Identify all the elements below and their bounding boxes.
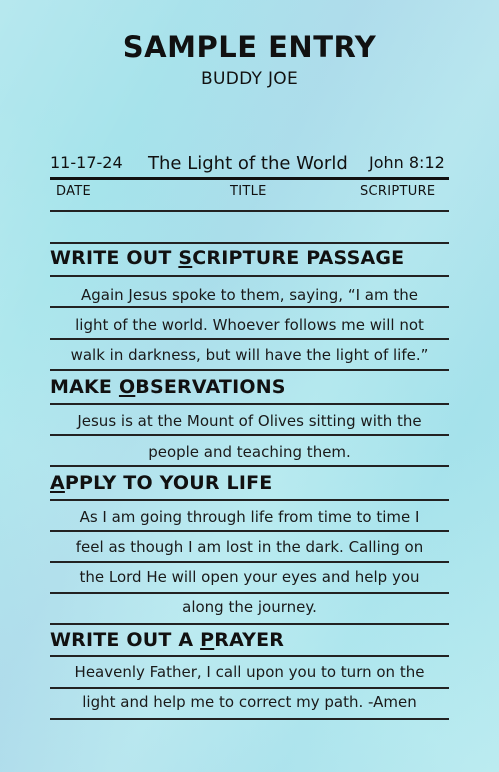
prayer-heading [50, 629, 284, 651]
rule [50, 687, 449, 689]
scripture-line: light of the world. Whoever follows me will not [75, 316, 424, 334]
heading-text: CRIPTURE PASSAGE [192, 247, 405, 269]
application-line: along the journey. [182, 598, 317, 616]
rule [50, 655, 449, 657]
title-label: TITLE [230, 184, 267, 199]
heading-text: WRITE OUT [50, 247, 179, 269]
heading-text: MAKE [50, 376, 119, 398]
heading-initial: O [118, 376, 136, 398]
prayer-line: Heavenly Father, I call upon you to turn on the [74, 663, 425, 681]
observations-heading [50, 376, 286, 398]
entry-title: The Light of the World [148, 153, 348, 174]
rule [50, 623, 449, 625]
scripture-label: SCRIPTURE [360, 184, 436, 199]
scripture-line: Again Jesus spoke to them, saying, “I am the [81, 286, 418, 304]
author-name: BUDDY JOE [201, 69, 298, 89]
heading-initial: A [50, 472, 65, 494]
rule [50, 242, 449, 244]
date-label: DATE [56, 184, 92, 199]
prayer-line: light and help me to correct my path. -Amen [82, 693, 417, 711]
application-line: feel as though I am lost in the dark. Calling on [75, 538, 424, 556]
heading-text: WRITE OUT A [50, 629, 201, 651]
heading-text: PPLY TO YOUR LIFE [64, 472, 273, 494]
rule [50, 369, 449, 371]
observation-line: Jesus is at the Mount of Olives sitting with the [77, 412, 422, 430]
meta-divider [50, 177, 449, 180]
entry-date: 11-17-24 [50, 153, 123, 172]
heading-initial: P [200, 629, 215, 651]
application-line: the Lord He will open your eyes and help you [79, 568, 420, 586]
meta-bottom-rule [50, 210, 449, 212]
rule [50, 434, 449, 436]
rule [50, 275, 449, 277]
entry-scripture: John 8:12 [369, 153, 445, 172]
page-title: SAMPLE ENTRY [122, 30, 377, 64]
observation-line: people and teaching them. [148, 443, 351, 461]
heading-text: RAYER [214, 629, 285, 651]
heading-text: BSERVATIONS [135, 376, 286, 398]
scripture-heading [50, 247, 404, 269]
application-line: As I am going through life from time to time I [79, 508, 420, 526]
rule [50, 338, 449, 340]
rule [50, 718, 449, 720]
rule [50, 530, 449, 532]
application-heading [50, 472, 272, 494]
rule [50, 465, 449, 467]
heading-initial: S [178, 247, 193, 269]
rule [50, 561, 449, 563]
rule [50, 499, 449, 501]
rule [50, 592, 449, 594]
rule [50, 403, 449, 405]
rule [50, 306, 449, 308]
scripture-line: walk in darkness, but will have the light of life.” [70, 346, 429, 364]
